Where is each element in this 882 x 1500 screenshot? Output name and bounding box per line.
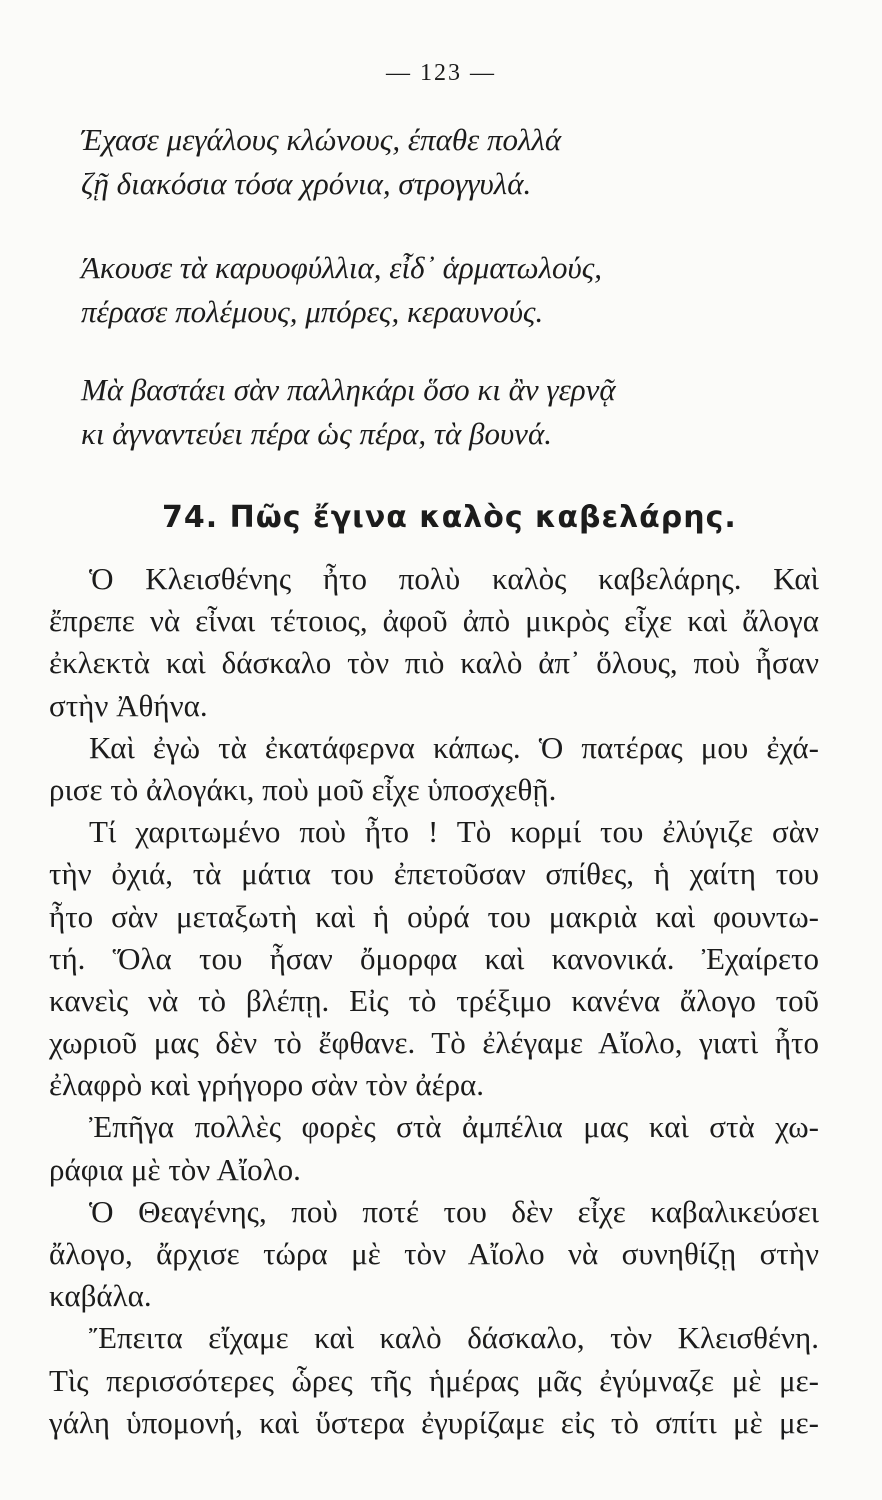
poem-line: κι ἀγναντεύει πέρα ὡς πέρα, τὰ βουνά.: [81, 416, 552, 451]
prose-line: Ἐπῆγα πολλὲς φορὲς στὰ ἀμπέλια μας καὶ στὰ χω-: [89, 1109, 819, 1145]
prose-line: ἔπρεπε νὰ εἶναι τέτοιος, ἀφοῦ ἀπὸ μικρὸς εἶχε καὶ ἄλογα: [49, 603, 819, 639]
prose-line: ἄλογο, ἄρχισε τώρα μὲ τὸν Αἴολο νὰ συνηθίζῃ στὴν: [49, 1236, 819, 1271]
page-number: — 123 —: [386, 60, 496, 86]
prose-line: στὴν Ἀθήνα.: [49, 687, 208, 723]
prose-line: τὴν ὀχιά, τὰ μάτια του ἐπετοῦσαν σπίθες, ἡ χαίτη του: [49, 856, 819, 892]
prose-line: γάλη ὑπομονή, καὶ ὕστερα ἐγυρίζαμε εἰς τὸ σπίτι μὲ με-: [49, 1404, 819, 1440]
poem-line: Έχασε μεγάλους κλώνους, έπαθε πολλά: [81, 122, 562, 157]
prose-line: τή. Ὅλα του ἦσαν ὄμορφα καὶ κανονικά. Ἐχαίρετο: [49, 940, 819, 976]
chapter-text: [49, 558, 819, 1444]
prose-line: Καὶ ἐγὼ τὰ ἐκατάφερνα κάπως. Ὁ πατέρας μου ἐχά-: [89, 729, 819, 765]
prose-line: ἐλαφρὸ καὶ γρήγορο σὰν τὸν ἀέρα.: [49, 1067, 485, 1103]
prose-line: ἐκλεκτὰ καὶ δάσκαλο τὸν πιὸ καλὸ ἀπ᾽ ὅλους, ποὺ ἦσαν: [49, 645, 819, 681]
prose-line: Τὶς περισσότερες ὧρες τῆς ἡμέρας μᾶς ἐγύμναζε μὲ με-: [49, 1362, 819, 1398]
prose-line: καβάλα.: [49, 1278, 152, 1314]
chapter-title: 74. Πῶς ἔγινα καλὸς καβελάρης.: [162, 500, 737, 535]
poem-line: Άκουσε τὰ καρυοφύλλια, εἶδ᾽ ἁρματωλούς,: [81, 250, 603, 285]
prose-line: Τί χαριτωμένο ποὺ ἦτο ! Τὸ κορμί του ἐλύγιζε σὰν: [89, 814, 819, 850]
poem-stanza-2: [81, 246, 821, 334]
prose-line: Ἔπειτα εἴχαμε καὶ καλὸ δάσκαλο, τὸν Κλεισθένη.: [89, 1320, 819, 1356]
poem-stanza-1: [81, 118, 821, 206]
poem-line: ζῇ διακόσια τόσα χρόνια, στρογγυλά.: [81, 166, 532, 201]
poem-line: πέρασε πολέμους, μπόρες, κεραυνούς.: [81, 294, 544, 329]
prose-line: ἦτο σὰν μεταξωτὴ καὶ ἡ οὐρά του μακριὰ καὶ φουντω-: [49, 898, 819, 934]
prose-line: χωριοῦ μας δὲν τὸ ἔφθανε. Τὸ ἐλέγαμε Αἴολο, γιατὶ ἦτο: [49, 1025, 819, 1061]
poem-line: Μὰ βαστάει σὰν παλληκάρι ὅσο κι ἂν γερνᾷ: [81, 372, 616, 407]
poem-stanza-3: [81, 368, 821, 456]
prose-line: Ὁ Κλεισθένης ἦτο πολὺ καλὸς καβελάρης. Καὶ: [89, 561, 819, 596]
prose-line: ράφια μὲ τὸν Αἴολο.: [49, 1151, 301, 1187]
prose-line: ρισε τὸ ἀλογάκι, ποὺ μοῦ εἶχε ὑποσχεθῇ.: [49, 771, 557, 807]
prose-line: κανεὶς νὰ τὸ βλέπῃ. Εἰς τὸ τρέξιμο κανένα ἄλογο τοῦ: [49, 982, 819, 1018]
prose-line: Ὁ Θεαγένης, ποὺ ποτέ του δὲν εἶχε καβαλικεύσει: [89, 1193, 819, 1229]
